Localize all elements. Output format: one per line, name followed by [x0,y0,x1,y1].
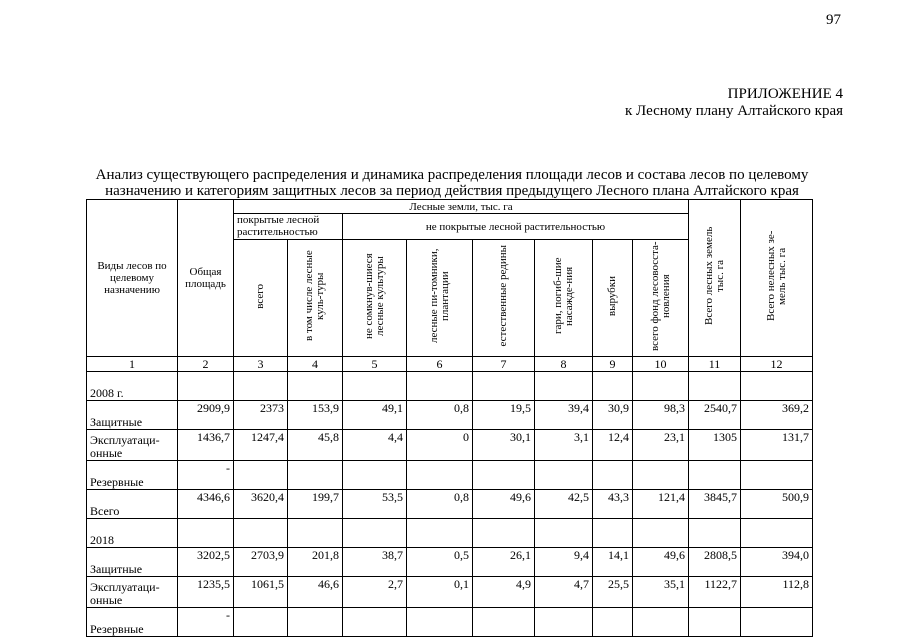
table-cell: - [178,461,234,490]
table-cell: 4,4 [343,430,407,461]
table-cell: 25,5 [593,577,633,608]
table-cell: 112,8 [741,577,813,608]
table-cell [633,519,689,548]
table-cell: 3620,4 [234,490,288,519]
header-col-12-text: Всего нелесных зе-мель тыс. га [764,230,788,322]
table-cell: 2703,9 [234,548,288,577]
table-cell: 38,7 [343,548,407,577]
table-cell: 121,4 [633,490,689,519]
header-col-3-text: всего [254,283,266,309]
row-label: Защитные [87,401,178,430]
row-label: Резервные [87,461,178,490]
header-col-6 [407,240,473,357]
table-cell: 394,0 [741,548,813,577]
table-cell [473,608,535,637]
row-label: Всего [87,490,178,519]
header-col-4 [288,240,343,357]
table-cell [288,461,343,490]
table-cell: 0,1 [407,577,473,608]
table-row [87,372,813,401]
table-row [87,430,813,461]
table-cell [535,461,593,490]
table-cell: 0,5 [407,548,473,577]
column-number: 10 [633,357,689,372]
row-label: 2018 [87,519,178,548]
table-cell [407,461,473,490]
table-row [87,608,813,637]
appendix-line-1: ПРИЛОЖЕНИЕ 4 [727,86,843,102]
column-number: 12 [741,357,813,372]
header-col-6-text: лесные пи-томники, плантации [427,248,451,344]
table-cell [407,608,473,637]
header-total-area: Общая площадь [178,200,234,357]
table-cell: 30,9 [593,401,633,430]
table-cell: 23,1 [633,430,689,461]
header-col-9-text: вырубки [606,275,618,317]
table-cell: 3202,5 [178,548,234,577]
column-number: 6 [407,357,473,372]
table-cell: 369,2 [741,401,813,430]
table-cell: 49,1 [343,401,407,430]
row-label: Эксплуатаци-онные [87,430,178,461]
table-cell: 1247,4 [234,430,288,461]
table-cell [343,372,407,401]
table-cell: 1061,5 [234,577,288,608]
header-forest-types: Виды лесов по целевому назначению [87,200,178,357]
header-col-3 [234,240,288,357]
table-cell: 30,1 [473,430,535,461]
table-cell [593,519,633,548]
table-cell [741,461,813,490]
column-number-row [87,357,813,372]
table-cell: 1305 [689,430,741,461]
header-col-7-text: естественные редины [497,245,509,347]
row-label: 2008 г. [87,372,178,401]
table-cell: 153,9 [288,401,343,430]
column-number: 2 [178,357,234,372]
header-col-10 [633,240,689,357]
appendix-line-2: к Лесному плану Алтайского края [624,103,843,119]
header-col-4-text: в том числе лесные куль-туры [303,250,326,342]
table-cell: 1122,7 [689,577,741,608]
page-number: 97 [826,12,841,28]
table-cell: 35,1 [633,577,689,608]
table-cell [343,608,407,637]
header-col-5 [343,240,407,357]
header-col-8 [535,240,593,357]
row-label: Резервные [87,608,178,637]
table-cell [689,519,741,548]
table-cell [473,519,535,548]
title-line-1: Анализ существующего распределения и динамика распределения площади лесов и состава лесов по целевому [95,167,809,183]
table-cell: 0,8 [407,401,473,430]
table-cell: - [178,608,234,637]
table-cell [689,608,741,637]
table-row [87,461,813,490]
table-row [87,401,813,430]
table-cell: 45,8 [288,430,343,461]
table-cell [288,372,343,401]
table-cell [407,519,473,548]
header-col-11 [689,200,741,357]
header-covered: покрытые лесной растительностью [234,214,343,240]
table-cell [689,372,741,401]
table-cell [633,372,689,401]
table-cell: 49,6 [473,490,535,519]
table-cell: 49,6 [633,548,689,577]
appendix-heading [625,86,843,120]
column-number: 4 [288,357,343,372]
table-cell: 1235,5 [178,577,234,608]
column-number: 9 [593,357,633,372]
column-number: 5 [343,357,407,372]
header-col-7 [473,240,535,357]
table-cell [535,372,593,401]
table-cell: 12,4 [593,430,633,461]
table-cell [234,372,288,401]
header-col-10-text: всего фонд лесовосста-новления [648,241,672,351]
table-cell [288,519,343,548]
table-cell [343,519,407,548]
table-cell [535,519,593,548]
table-cell [234,461,288,490]
row-label: Эксплуатаци-онные [87,577,178,608]
table-cell: 4,9 [473,577,535,608]
table-cell: 39,4 [535,401,593,430]
table-cell: 4,7 [535,577,593,608]
header-forest-lands: Лесные земли, тыс. га [234,200,689,214]
table-cell [234,608,288,637]
table-title [62,167,842,199]
header-not-covered: не покрытые лесной растительностью [343,214,689,240]
table-cell: 3,1 [535,430,593,461]
table-body [87,372,813,637]
table-cell [288,608,343,637]
table-cell: 131,7 [741,430,813,461]
table-cell: 9,4 [535,548,593,577]
column-number: 7 [473,357,535,372]
forest-distribution-table [86,199,813,637]
table-cell [234,519,288,548]
column-number: 3 [234,357,288,372]
table-cell: 1436,7 [178,430,234,461]
table-cell [741,608,813,637]
table-cell: 19,5 [473,401,535,430]
table-cell: 43,3 [593,490,633,519]
table-row [87,577,813,608]
table-cell: 14,1 [593,548,633,577]
table-cell [633,461,689,490]
table-cell [178,372,234,401]
table-row [87,490,813,519]
table-cell [178,519,234,548]
table-row [87,548,813,577]
table-cell: 201,8 [288,548,343,577]
table-cell [741,519,813,548]
table-cell: 0,8 [407,490,473,519]
table-cell: 0 [407,430,473,461]
table-row [87,519,813,548]
table-cell [473,372,535,401]
column-number: 8 [535,357,593,372]
table-cell: 500,9 [741,490,813,519]
table-cell: 46,6 [288,577,343,608]
header-col-5-text: не сомкнув-шиеся лесные культуры [362,253,386,339]
table-cell [407,372,473,401]
column-number: 11 [689,357,741,372]
table-cell [343,461,407,490]
header-col-11-text: Всего лесных земель тыс. га [702,226,726,326]
table-cell: 2,7 [343,577,407,608]
header-col-12 [741,200,813,357]
table-cell [689,461,741,490]
table-cell: 4346,6 [178,490,234,519]
table-cell: 26,1 [473,548,535,577]
table-cell [535,608,593,637]
header-col-9 [593,240,633,357]
title-line-2: назначению и категориям защитных лесов за период действия предыдущего Лесного плана Алтайского края [105,183,799,199]
header-col-8-text: гари, погиб-шие насажде-ния [551,257,575,335]
column-number: 1 [87,357,178,372]
table-cell: 53,5 [343,490,407,519]
table-cell [741,372,813,401]
table-cell [593,461,633,490]
table-cell [593,608,633,637]
table-cell [473,461,535,490]
table-cell: 2909,9 [178,401,234,430]
table-cell: 2373 [234,401,288,430]
table-cell: 199,7 [288,490,343,519]
table-cell [593,372,633,401]
table-cell: 2808,5 [689,548,741,577]
table-cell: 98,3 [633,401,689,430]
table-cell: 3845,7 [689,490,741,519]
table-cell [633,608,689,637]
table-cell: 2540,7 [689,401,741,430]
table-cell: 42,5 [535,490,593,519]
row-label: Защитные [87,548,178,577]
